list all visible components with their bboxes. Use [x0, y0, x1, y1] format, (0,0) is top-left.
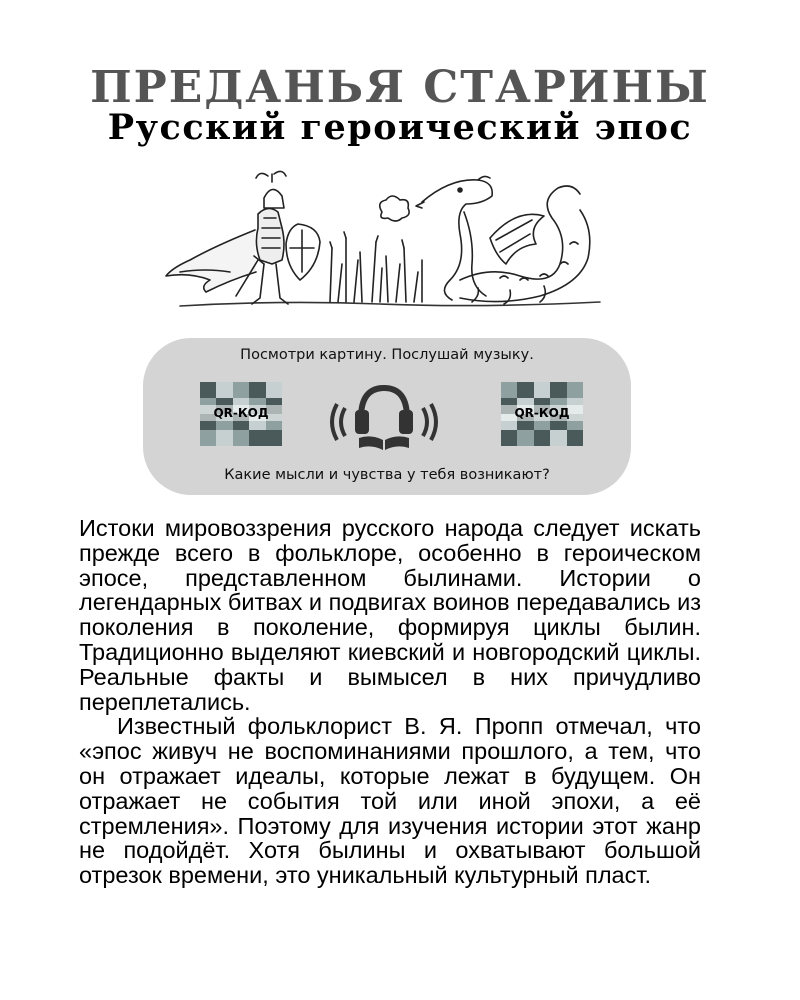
qr-code-label: QR-КОД — [501, 405, 583, 421]
paragraph-2: Известный фольклорист В. Я. Пропп отмечал, что «эпос живуч не воспоминаниями прошлого, а тем, что он отражает идеалы, которые лежат в будущем. Он отражает не события той или иной эпохи, а её стремления». Поэтому для изучения истории этот жанр не подойдёт. Хотя былины и охватывают большой отрезок времени, это уникальный культурный пласт. — [79, 713, 701, 889]
page-subtitle: Русский героический эпос — [107, 107, 693, 148]
qr-code-left[interactable] — [200, 382, 282, 446]
qr-code-label: QR-КОД — [200, 405, 282, 421]
headphones-icon[interactable] — [329, 378, 439, 450]
page-title: ПРЕДАНЬЯ СТАРИНЫ — [90, 62, 710, 113]
media-prompt-bottom: Какие мысли и чувства у тебя возникают? — [224, 467, 550, 483]
article-body — [79, 516, 701, 888]
media-prompt-top: Посмотри картину. Послушай музыку. — [240, 347, 534, 363]
paragraph-1: Истоки мировоззрения русского народа следует искать прежде всего в фольклоре, особенно в героическом эпосе, представленном былинами. Истории о легендарных битвах и подвигах воинов передавались из поколения в поколение, формируя циклы былин. Традиционно выделяют киевский и новгородский циклы. Реальные факты и вымысел в них причудливо переплетались. — [79, 515, 701, 715]
knight-and-dragon-illustration — [160, 168, 620, 328]
media-prompt-box — [143, 338, 631, 495]
qr-code-right[interactable] — [501, 382, 583, 446]
